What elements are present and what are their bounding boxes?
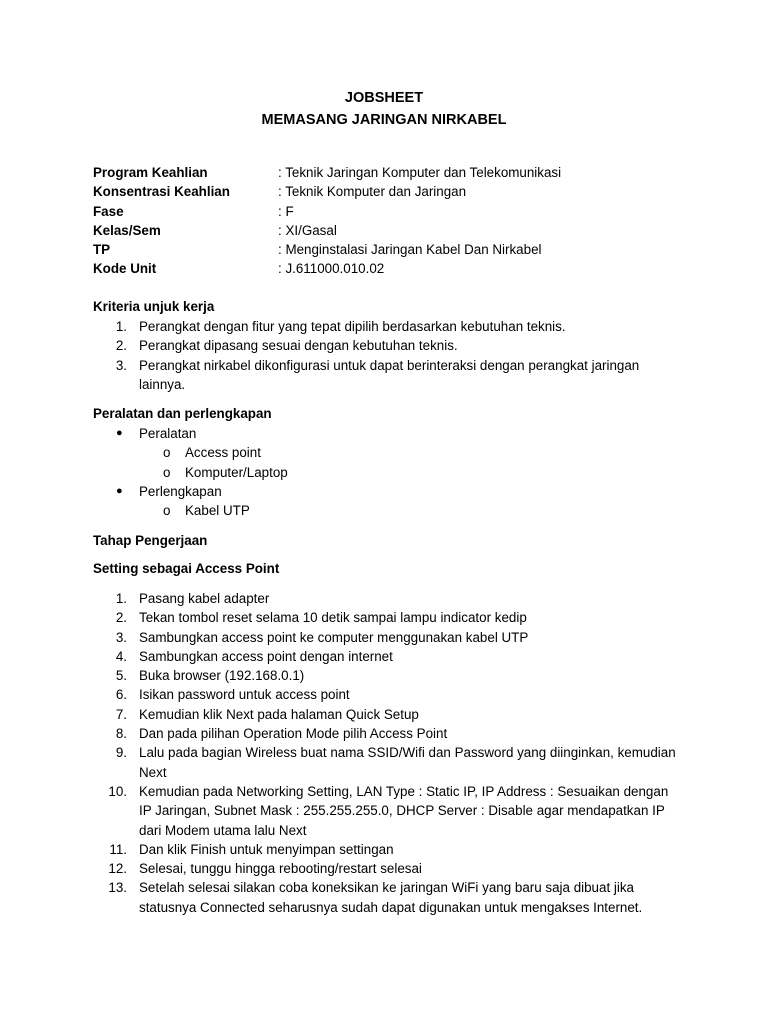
sub-bullet-icon: o [163,464,171,480]
list-item [0,840,679,859]
meta-row [93,223,713,242]
list-item [0,859,679,878]
meta-row [93,165,713,184]
list-text: Dan klik Finish untuk menyimpan settingan [139,841,394,857]
list-text: Setelah selesai silakan coba koneksikan ke jaringan WiFi yang baru saja dibuat jika statusnya Connected seharusnya sudah dapat digunakan untuk mengakses Internet. [139,880,643,915]
list-number: 12. [108,861,127,877]
meta-label: Program Keahlian [93,165,208,180]
sub-bullet-icon: o [163,503,171,519]
list-number: 10. [108,783,127,799]
list-number: 7. [115,706,127,722]
list-item [0,782,679,840]
list-text: Access point [185,445,261,461]
sub-list-item [0,443,768,462]
list-text: Sambungkan access point dengan internet [139,648,393,664]
meta-label: TP [93,242,111,258]
list-number: 8. [115,726,127,742]
list-item [0,724,679,743]
list-item [0,356,679,395]
bullet-icon: ● [116,484,123,497]
list-item [0,705,679,724]
list-text: Kemudian pada Networking Setting, LAN Type : Static IP, IP Address : Sesuaikan dengan IP Jaringan, Subnet Mask : 255.255.255.0, DHCP Server : Disable agar mendapatkan IP dari Modem utama lalu Next [139,783,669,838]
list-text: Perangkat nirkabel dikonfigurasi untuk dapat berinteraksi dengan perangkat jaringan lainnya. [139,357,640,392]
meta-row [93,242,713,261]
list-number: 9. [115,745,127,761]
list-item [0,336,679,355]
list-text: Perlengkapan [139,483,222,499]
list-text: Selesai, tunggu hingga rebooting/restart selesai [139,861,422,877]
list-text: Isikan password untuk access point [139,687,350,703]
list-text: Peralatan [139,426,197,441]
section-heading-setting: Setting sebagai Access Point [93,561,280,576]
list-item [0,685,679,704]
list-item [0,743,679,782]
list-text: Kemudian klik Next pada halaman Quick Setup [139,706,419,722]
list-item [0,482,768,501]
sub-bullet-icon: o [163,445,171,461]
list-number: 3. [115,629,127,645]
list-item [0,647,679,666]
sub-list-item [0,501,768,520]
meta-value: : J.611000.010.02 [278,261,385,277]
meta-label: Kode Unit [93,261,157,277]
meta-value: : Teknik Komputer dan Jaringan [278,184,467,200]
list-number: 1. [115,319,127,334]
meta-label: Kelas/Sem [93,222,161,238]
list-number: 13. [108,880,127,896]
list-text: Komputer/Laptop [185,464,288,480]
list-number: 2. [115,338,127,354]
meta-row [93,261,713,280]
list-number: 5. [115,668,127,684]
list-text: Perangkat dipasang sesuai dengan kebutuhan teknis. [139,338,458,354]
list-text: Dan pada pilihan Operation Mode pilih Access Point [139,726,448,742]
meta-row [93,184,713,203]
document-subtitle: MEMASANG JARINGAN NIRKABEL [261,112,507,128]
list-item [0,878,679,917]
bullet-icon: ● [116,427,123,439]
list-item [0,424,768,443]
list-number: 6. [115,687,127,703]
list-number: 3. [115,357,127,373]
list-text: Kabel UTP [185,503,250,519]
list-item [0,317,679,336]
list-number: 4. [115,648,127,664]
section-heading-kriteria: Kriteria unjuk kerja [93,299,215,314]
section-heading-peralatan: Peralatan dan perlengkapan [93,406,272,421]
list-text: Perangkat dengan fitur yang tepat dipilih berdasarkan kebutuhan teknis. [139,319,566,334]
list-text: Lalu pada bagian Wireless buat nama SSID/Wifi dan Password yang diinginkan, kemudian Next [139,745,676,780]
meta-value: : Teknik Jaringan Komputer dan Telekomunikasi [278,165,562,180]
meta-value: : Menginstalasi Jaringan Kabel Dan Nirkabel [278,242,542,258]
list-text: Sambungkan access point ke computer menggunakan kabel UTP [139,629,529,645]
section-heading-tahap: Tahap Pengerjaan [93,533,208,548]
list-text: Pasang kabel adapter [139,591,270,606]
list-text: Buka browser (192.168.0.1) [139,668,305,684]
list-text: Tekan tombol reset selama 10 detik sampai lampu indicator kedip [139,610,527,626]
meta-row [93,204,713,223]
steps-list [0,589,768,917]
meta-label: Konsentrasi Keahlian [93,184,230,200]
meta-label: Fase [93,203,124,219]
peralatan-list [0,424,768,520]
list-number: 2. [115,610,127,626]
list-item [0,608,679,627]
list-item [0,666,679,685]
metadata-table [93,165,713,281]
document-title: JOBSHEET [344,90,424,106]
meta-value: : XI/Gasal [278,222,337,238]
list-number: 1. [115,591,127,606]
list-item [0,589,679,608]
sub-list-item [0,463,768,482]
kriteria-list [0,317,768,394]
meta-value: : F [278,203,294,219]
list-number: 11. [109,841,127,857]
list-item [0,628,679,647]
